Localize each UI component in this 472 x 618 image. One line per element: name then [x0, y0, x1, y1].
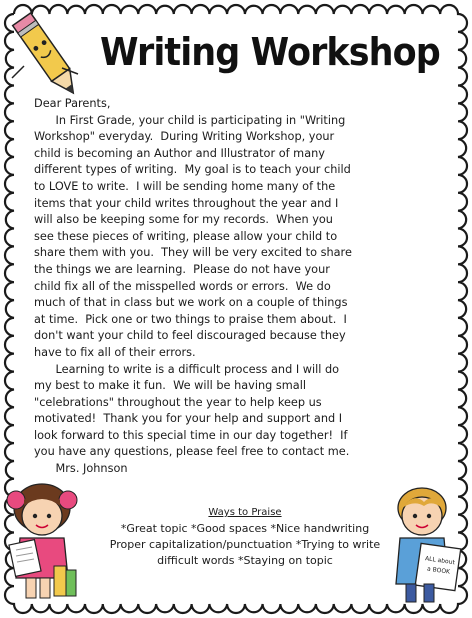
- letter-line: In First Grade, your child is participating in "Writing: [34, 113, 346, 127]
- page-title: Writing Workshop: [100, 30, 440, 74]
- boy-paper-text: ALL about: [424, 555, 456, 567]
- letter-line: much of that in class but we work on a couple of things: [34, 296, 348, 310]
- letter-line: you have any questions, please feel free to contact me.: [34, 445, 350, 459]
- letter-line: will also be keeping some for my records. When you: [34, 213, 333, 227]
- boy-paper-text: a BOOK: [426, 565, 451, 576]
- ways-line: *Great topic *Good spaces *Nice handwriting: [120, 522, 370, 535]
- letter-body: [34, 96, 446, 478]
- boy-with-paper-icon: [384, 480, 468, 608]
- letter-line: child is becoming an Author and Illustrator of many: [34, 146, 325, 160]
- letter-line: don't want your child to feel discouraged because they: [34, 329, 346, 343]
- ways-heading: Ways to Praise: [208, 507, 282, 518]
- letter-line: see these pieces of writing, please allow your child to: [34, 229, 338, 243]
- letter-line: Workshop" everyday. During Writing Workshop, your: [34, 130, 335, 144]
- letter-line: look forward to this special time in our day together! If: [34, 428, 348, 442]
- ways-line: Proper capitalization/punctuation *Trying to write: [109, 538, 381, 551]
- pencil-character-icon: [4, 8, 96, 108]
- letter-line: child fix all of the misspelled words or errors. We do: [34, 279, 331, 293]
- letter-line: my best to make it fun. We will be having small: [34, 379, 307, 393]
- girl-reading-icon: [6, 478, 84, 606]
- letter-line: at time. Pick one or two things to praise them about. I: [34, 312, 347, 326]
- letter-line: the things we are learning. Please do not have your: [34, 262, 330, 276]
- letter-line: Mrs. Johnson: [34, 462, 128, 476]
- letter-line: to LOVE to write. I will be sending home many of the: [34, 179, 336, 193]
- ways-line: difficult words *Staying on topic: [157, 554, 333, 567]
- letter-line: "celebrations" throughout the year to help keep us: [34, 395, 322, 409]
- letter-line: share them with you. They will be very excited to share: [34, 246, 352, 260]
- letter-line: motivated! Thank you for your help and support and I: [34, 412, 343, 426]
- letter-line: have to fix all of their errors.: [34, 345, 196, 359]
- letter-line: Learning to write is a difficult process and I will do: [34, 362, 340, 376]
- letter-line: different types of writing. My goal is to teach your child: [34, 163, 351, 177]
- ways-to-praise: [80, 505, 410, 569]
- letter-line: Dear Parents,: [34, 97, 111, 110]
- letter-line: items that your child writes throughout the year and I: [34, 196, 339, 210]
